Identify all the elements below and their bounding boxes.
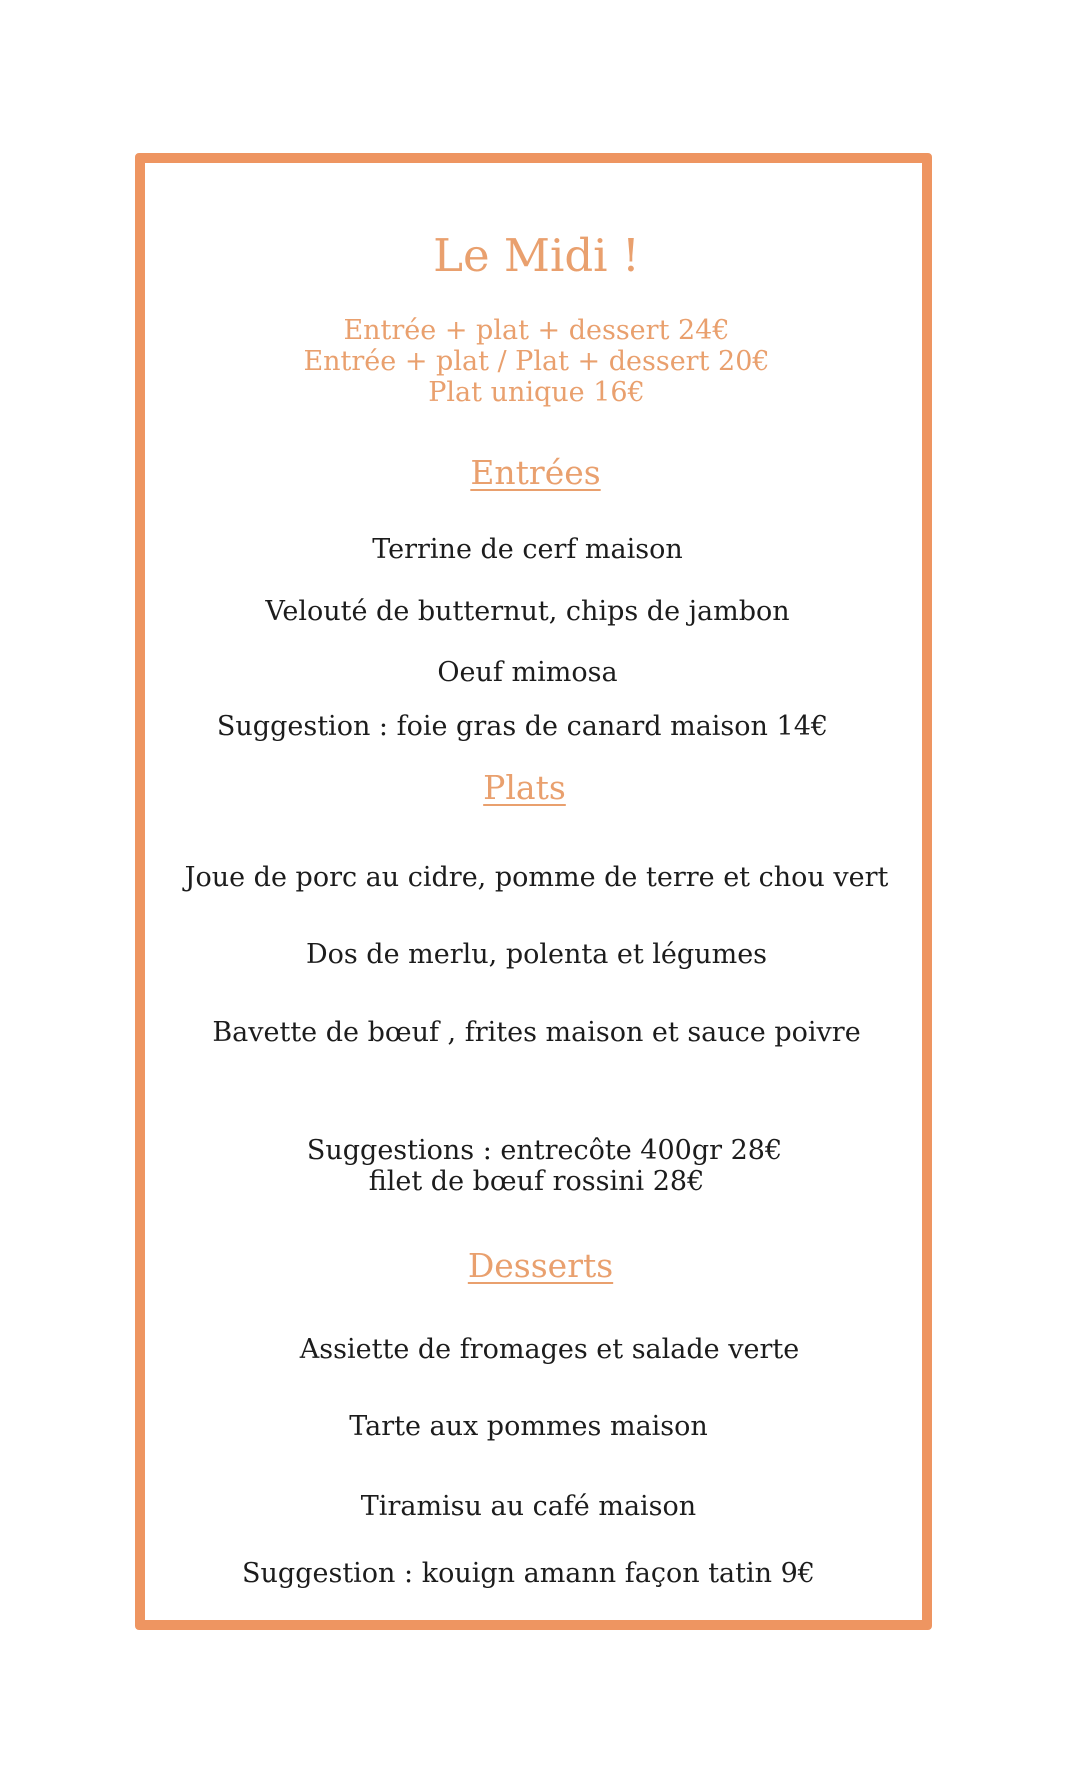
menu-title: Le Midi ! xyxy=(433,229,640,282)
formula-two-courses: Entrée + plat / Plat + dessert 20€ xyxy=(303,346,770,377)
plat-item: Dos de merlu, polenta et légumes xyxy=(305,939,768,970)
plat-suggestion: Suggestions : entrecôte 400gr 28€ xyxy=(306,1135,783,1166)
plat-item: Bavette de bœuf , frites maison et sauce poivre xyxy=(212,1017,861,1048)
dessert-item: Assiette de fromages et salade verte xyxy=(299,1334,800,1365)
dessert-item: Tiramisu au café maison xyxy=(360,1491,697,1522)
plat-suggestion: filet de bœuf rossini 28€ xyxy=(368,1166,705,1197)
entree-suggestion: Suggestion : foie gras de canard maison 14€ xyxy=(216,711,829,742)
entree-item: Oeuf mimosa xyxy=(437,657,618,688)
entree-item: Terrine de cerf maison xyxy=(372,534,683,565)
dessert-item: Tarte aux pommes maison xyxy=(349,1411,708,1442)
section-heading-plats: Plats xyxy=(483,768,566,807)
formula-three-courses: Entrée + plat + dessert 24€ xyxy=(343,315,730,346)
entree-item: Velouté de butternut, chips de jambon xyxy=(265,596,790,627)
section-heading-desserts: Desserts xyxy=(467,1246,614,1285)
plat-item: Joue de porc au cidre, pomme de terre et chou vert xyxy=(184,862,889,893)
formula-single-dish: Plat unique 16€ xyxy=(428,377,645,408)
section-heading-entrees: Entrées xyxy=(470,453,601,492)
dessert-suggestion: Suggestion : kouign amann façon tatin 9€ xyxy=(242,1558,815,1589)
